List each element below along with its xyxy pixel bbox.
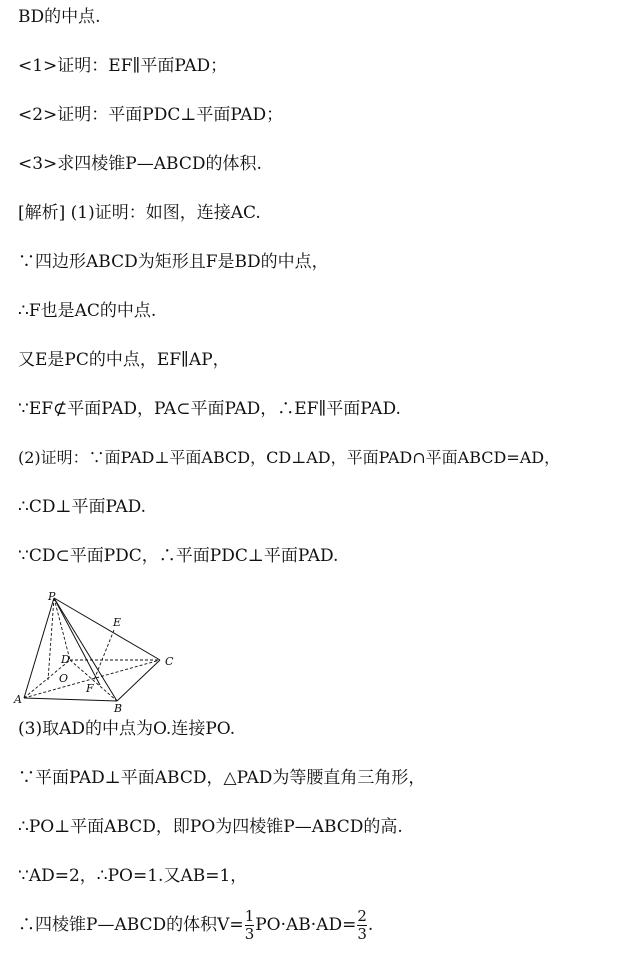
fraction-2-denominator: 3 <box>357 925 367 943</box>
edge-bc <box>117 660 160 701</box>
label-f: F <box>86 682 94 695</box>
label-a: A <box>14 693 22 706</box>
pyramid-figure <box>12 588 182 713</box>
volume-suffix: . <box>367 915 374 935</box>
text-line-5: [解析] (1)证明：如图，连接AC. <box>18 203 261 223</box>
text-line-4: <3>求四棱锥P—ABCD的体积. <box>18 154 262 174</box>
text-line-10: (2)证明：∵面PAD⊥平面ABCD，CD⊥AD，平面PAD∩平面ABCD=AD， <box>18 448 561 467</box>
text-line-2: <1>证明：EF∥平面PAD； <box>18 56 228 76</box>
edge-po <box>48 598 54 680</box>
text-line-12: ∵CD⊂平面PDC，∴平面PDC⊥平面PAD. <box>18 546 339 566</box>
volume-prefix: ∴四棱锥P—ABCD的体积V= <box>18 915 244 935</box>
label-e: E <box>113 616 122 629</box>
text-line-11: ∴CD⊥平面PAD. <box>18 497 147 517</box>
label-o: O <box>59 672 69 685</box>
edge-pa <box>24 598 54 698</box>
fraction-2-numerator: 2 <box>357 907 367 925</box>
text-line-16: ∵AD=2，∴PO=1.又AB=1， <box>18 866 248 886</box>
fraction-1-numerator: 1 <box>244 907 255 925</box>
text-line-15: ∴PO⊥平面ABCD，即PO为四棱锥P—ABCD的高. <box>18 817 403 837</box>
text-line-9: ∵EF⊄平面PAD，PA⊂平面PAD，∴EF∥平面PAD. <box>18 399 401 419</box>
text-line-3: <2>证明：平面PDC⊥平面PAD； <box>18 105 284 125</box>
edge-ab <box>24 698 117 701</box>
text-line-6: ∵四边形ABCD为矩形且F是BD的中点， <box>18 252 329 272</box>
text-line-14: ∵平面PAD⊥平面ABCD，△PAD为等腰直角三角形， <box>18 768 426 788</box>
text-line-17 <box>18 906 373 944</box>
label-p: P <box>48 590 56 603</box>
label-d: D <box>61 653 70 666</box>
label-b: B <box>114 702 123 713</box>
edge-ef-dashed <box>94 630 114 680</box>
fraction-1-denominator: 3 <box>244 925 255 943</box>
fraction-one-third <box>245 908 255 943</box>
text-line-8: 又E是PC的中点，EF∥AP， <box>18 350 230 370</box>
text-line-1: BD的中点. <box>18 7 101 27</box>
label-c: C <box>165 655 174 668</box>
fraction-two-thirds <box>357 908 367 943</box>
edge-pd <box>54 598 70 660</box>
volume-middle: PO·AB·AD= <box>255 915 357 935</box>
text-line-13: (3)取AD的中点为O.连接PO. <box>18 719 236 739</box>
text-line-7: ∴F也是AC的中点. <box>18 301 157 321</box>
